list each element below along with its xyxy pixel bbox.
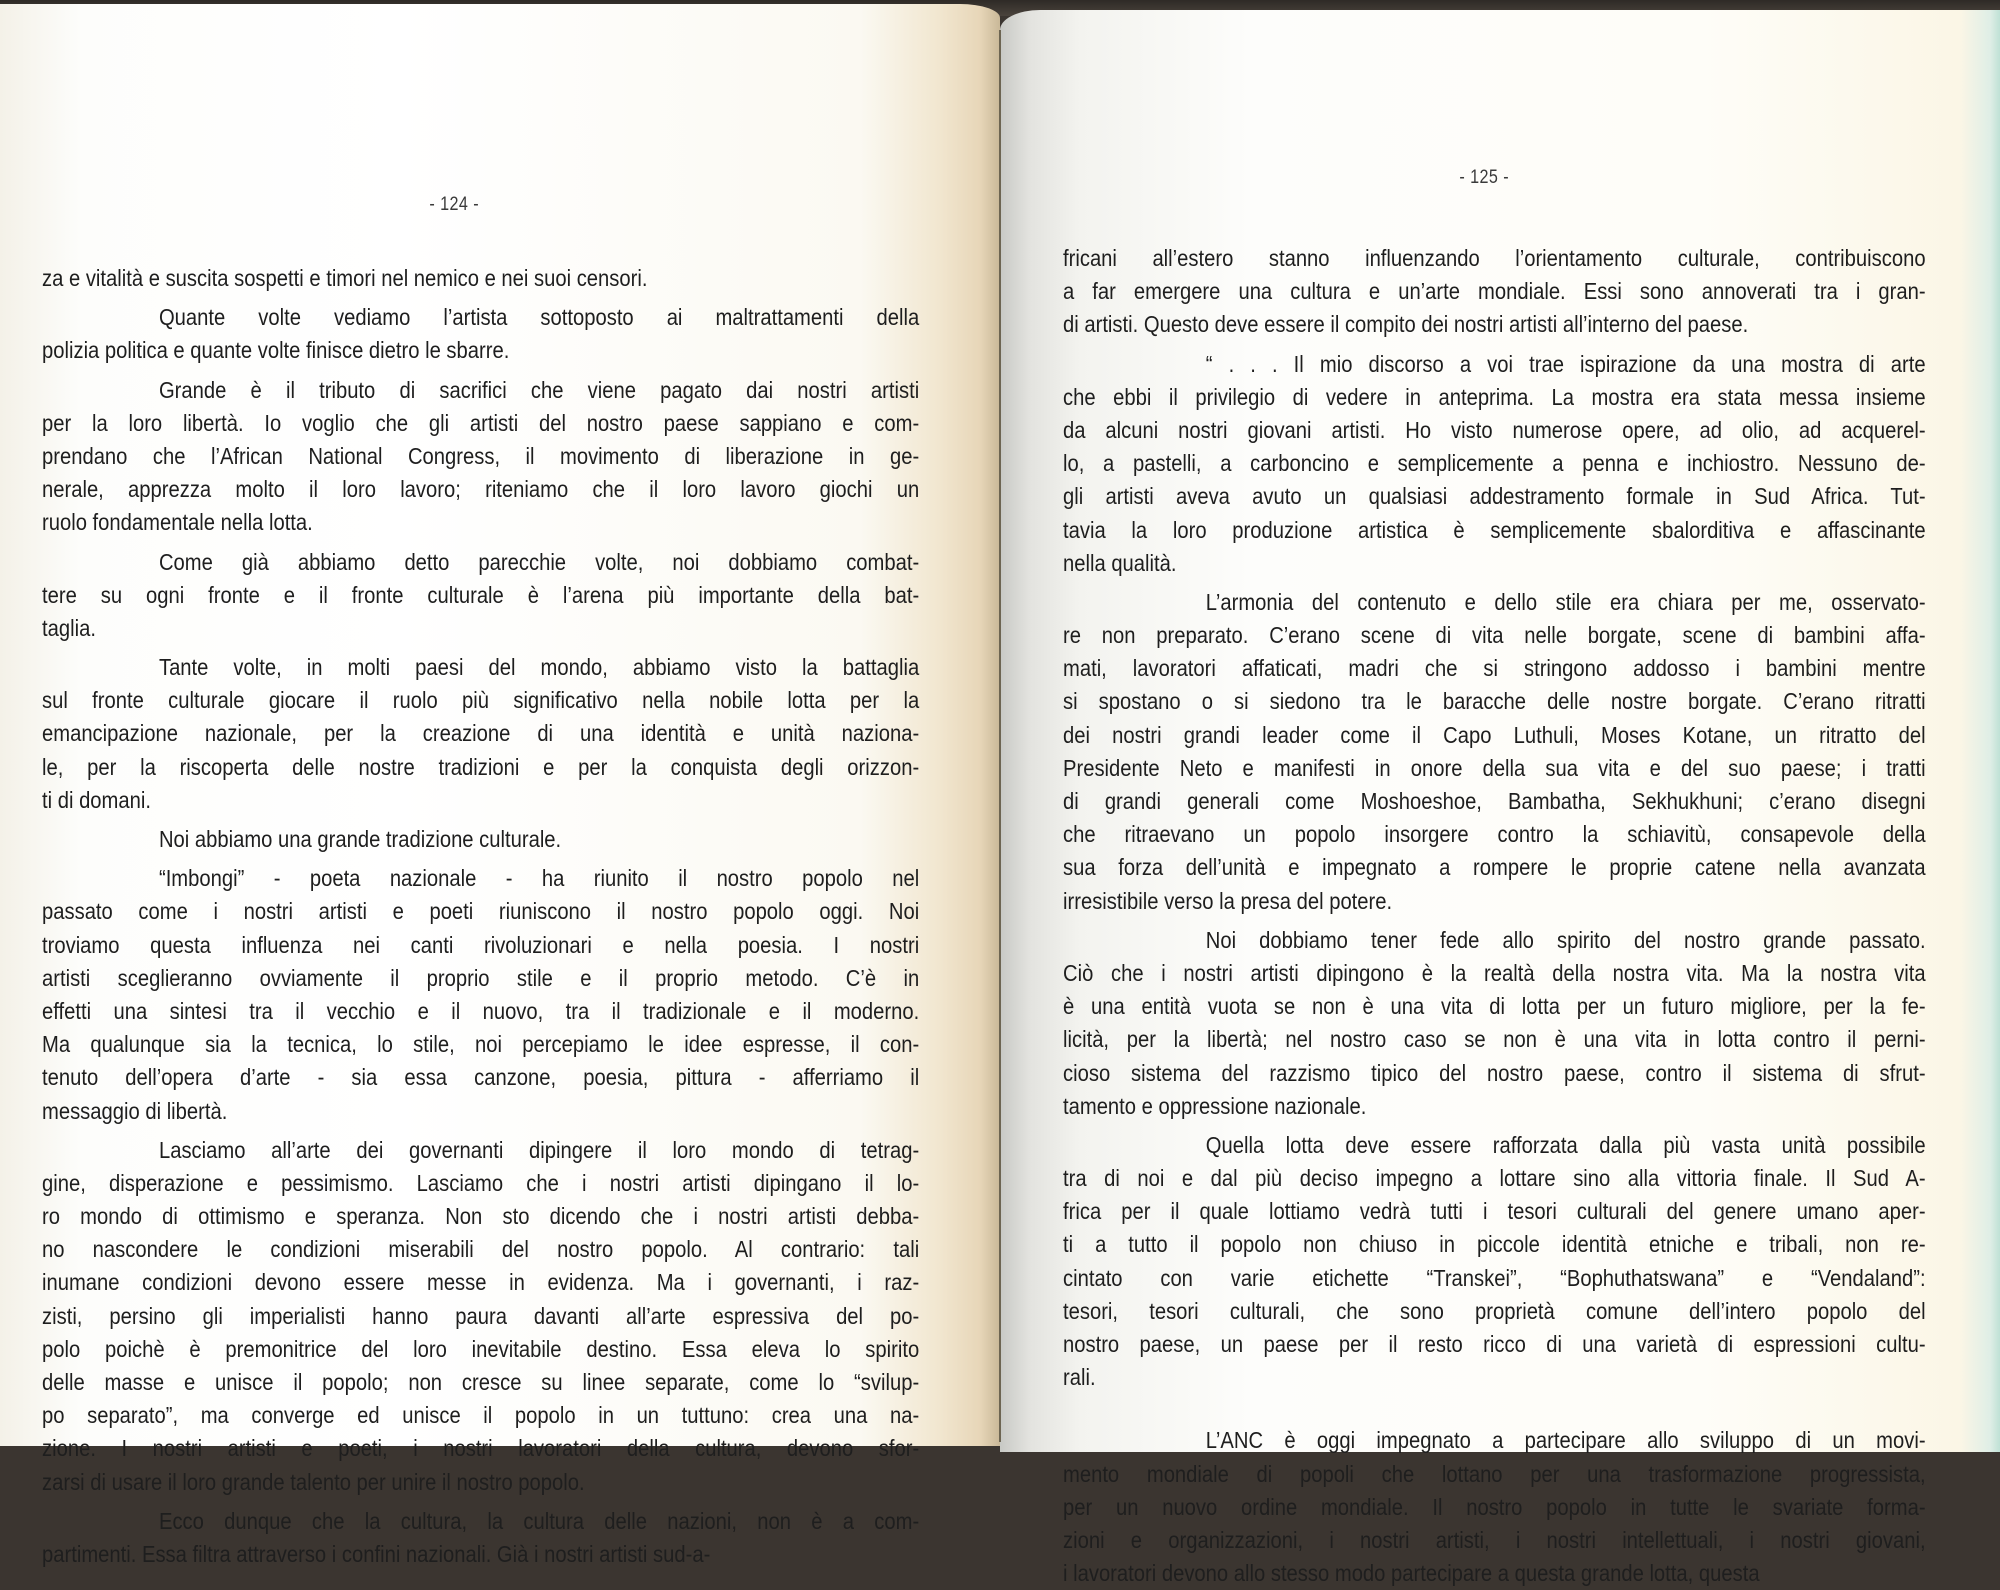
text-line: lo, a pastelli, a carboncino e semplicemente a penna e inchiostro. Nessuno de-	[1063, 450, 1926, 477]
paragraph	[42, 262, 919, 295]
text-line: tere su ogni fronte e il fronte culturale è l’arena più importante della bat-	[42, 581, 920, 608]
text-line: mento mondiale di popoli che lottano per una trasformazione progressista,	[1063, 1460, 1926, 1487]
text-line: le, per la riscoperta delle nostre tradizioni e per la conquista degli orizzon-	[42, 753, 920, 780]
paragraph-gap	[1063, 1394, 1926, 1424]
text-line: Quante volte vediamo l’artista sottoposto ai maltrattamenti della	[158, 304, 920, 331]
text-line: Ciò che i nostri artisti dipingono è la realtà della nostra vita. Ma la nostra vita	[1063, 959, 1926, 986]
paragraph	[42, 862, 919, 1128]
text-line: rali.	[1063, 1364, 1096, 1391]
text-line: gli artisti aveva avuto un qualsiasi addestramento formale in Sud Africa. Tut-	[1063, 483, 1926, 510]
right-page-text	[1063, 242, 1926, 1590]
text-line: po separato”, ma converge ed unisce il popolo in un tuttuno: crea una na-	[42, 1402, 920, 1429]
text-line: inumane condizioni devono essere messe in evidenza. Ma i governanti, i raz-	[42, 1269, 920, 1296]
book-spine	[999, 30, 1001, 1442]
text-line: tesori, tesori culturali, che sono proprietà comune dell’intero popolo del	[1063, 1297, 1926, 1324]
paragraph	[1063, 1129, 1926, 1395]
text-line: Lasciamo all’arte dei governanti dipingere il loro mondo di tetrag-	[158, 1136, 920, 1163]
text-line: “ . . . Il mio discorso a voi trae ispirazione da una mostra di arte	[1205, 350, 1926, 377]
text-line: L’armonia del contenuto e dello stile era chiara per me, osservato-	[1205, 588, 1926, 615]
text-line: Noi dobbiamo tener fede allo spirito del nostro grande passato.	[1205, 926, 1926, 953]
text-line: tra di noi e dal più deciso impegno a lottare sino alla vittoria finale. Il Sud A-	[1063, 1165, 1926, 1192]
paragraph	[42, 1505, 919, 1571]
text-line: di grandi generali come Moshoeshoe, Bambatha, Sekhukhuni; c’erano disegni	[1063, 788, 1926, 814]
paragraph	[42, 374, 919, 540]
text-line: è una entità vuota se non è una vita di lotta per un futuro migliore, per la fe-	[1063, 993, 1926, 1020]
text-line: tenuto dell’opera d’arte - sia essa canzone, poesia, pittura - afferriamo il	[42, 1064, 920, 1091]
paragraph	[1063, 242, 1926, 342]
paragraph	[42, 651, 919, 817]
text-line: taglia.	[42, 614, 96, 641]
page-number-left: - 124 -	[429, 194, 480, 215]
text-line: si spostano o si siedono tra le baracche delle nostre borgate. C’erano ritratti	[1063, 688, 1926, 715]
text-line: ro mondo di ottimismo e speranza. Non sto dicendo che i nostri artisti debba-	[42, 1203, 920, 1230]
text-line: no nascondere le condizioni miserabili del nostro popolo. Al contrario: tali	[42, 1236, 920, 1263]
text-line: Come già abbiamo detto parecchie volte, noi dobbiamo combat-	[158, 548, 920, 575]
text-line: irresistibile verso la presa del potere.	[1063, 887, 1393, 914]
text-line: Tante volte, in molti paesi del mondo, abbiamo visto la battaglia	[158, 654, 920, 681]
text-line: Quella lotta deve essere rafforzata dalla più vasta unità possibile	[1205, 1131, 1926, 1158]
paragraph	[1063, 348, 1926, 580]
text-line: ruolo fondamentale nella lotta.	[42, 509, 313, 536]
text-line: mati, lavoratori affaticati, madri che si stringono addosso i bambini mentre	[1063, 655, 1926, 682]
text-line: da alcuni nostri giovani artisti. Ho visto numerose opere, ad olio, ad acquerel-	[1063, 416, 1926, 443]
text-line: frica per il quale lottiamo vedrà tutti i tesori culturali del genere umano aper-	[1063, 1198, 1926, 1225]
text-line: ti a tutto il popolo non chiuso in piccole identità etniche e tribali, non re-	[1063, 1231, 1926, 1258]
text-line: dei nostri grandi leader come il Capo Luthuli, Moses Kotane, un ritratto del	[1063, 721, 1926, 748]
paragraph	[42, 546, 919, 646]
text-line: partimenti. Essa filtra attraverso i confini nazionali. Già i nostri artisti sud-a-	[42, 1540, 711, 1567]
text-line: polizia politica e quante volte finisce dietro le sbarre.	[42, 337, 510, 364]
text-line: licità, per la libertà; nel nostro caso se non è una vita in lotta contro il perni-	[1063, 1026, 1926, 1053]
text-line: sul fronte culturale giocare il ruolo più significativo nella nobile lotta per la	[42, 687, 920, 714]
text-line: delle masse e unisce il popolo; non cresce su linee separate, come lo “svilup-	[42, 1369, 920, 1395]
text-line: za e vitalità e suscita sospetti e timori nel nemico e nei suoi censori.	[42, 265, 648, 291]
text-line: i lavoratori devono allo stesso modo partecipare a questa grande lotta, questa	[1063, 1560, 1760, 1587]
text-line: nostro paese, un paese per il resto ricco di una varietà di espressioni cultu-	[1063, 1331, 1926, 1357]
text-line: zione. I nostri artisti e poeti, i nostri lavoratori della cultura, devono sfor-	[42, 1435, 920, 1462]
text-line: nerale, apprezza molto il loro lavoro; riteniamo che il loro lavoro giochi un	[42, 476, 920, 503]
text-line: messaggio di libertà.	[42, 1097, 228, 1124]
text-line: emancipazione nazionale, per la creazione di una identità e unità naziona-	[42, 720, 920, 747]
text-line: sua forza dell’unità e impegnato a rompere le proprie catene nella avanzata	[1063, 854, 1926, 881]
text-line: zisti, persino gli imperialisti hanno paura davanti all’arte espressiva del po-	[42, 1302, 920, 1329]
text-line: cioso sistema del razzismo tipico del nostro paese, contro il sistema di sfrut-	[1063, 1059, 1926, 1086]
text-line: Ma qualunque sia la tecnica, lo stile, noi percepiamo le idee espresse, il con-	[42, 1031, 920, 1058]
text-line: effetti una sintesi tra il vecchio e il nuovo, tra il tradizionale e il moderno.	[42, 997, 920, 1024]
page-number-right: - 125 -	[1459, 167, 1510, 188]
text-line: artisti sceglieranno ovviamente il proprio stile e il proprio metodo. C’è in	[42, 964, 920, 991]
right-page	[1000, 10, 2000, 1587]
text-line: a far emergere una cultura e un’arte mondiale. Essi sono annoverati tra i gran-	[1063, 278, 1926, 305]
paragraph	[1063, 586, 1926, 918]
text-line: ti di domani.	[42, 786, 151, 813]
text-line: Grande è il tributo di sacrifici che viene pagato dai nostri artisti	[158, 376, 920, 403]
left-page	[0, 4, 1000, 1567]
text-line: cintato con varie etichette “Transkei”, “Bophuthatswana” e “Vendaland”:	[1063, 1264, 1926, 1291]
text-line: tamento e oppressione nazionale.	[1063, 1092, 1367, 1119]
text-line: fricani all’estero stanno influenzando l’orientamento culturale, contribuiscono	[1063, 245, 1926, 271]
text-line: per la loro libertà. Io voglio che gli artisti del nostro paese sappiano e com-	[42, 409, 920, 436]
text-line: Ecco dunque che la cultura, la cultura delle nazioni, non è a com-	[158, 1507, 920, 1534]
text-line: polo poichè è premonitrice del loro inevitabile destino. Essa eleva lo spirito	[42, 1335, 920, 1362]
text-line: zioni e organizzazioni, i nostri artisti, i nostri intellettuali, i nostri giovani,	[1063, 1526, 1926, 1553]
paragraph	[42, 1134, 919, 1499]
text-line: troviamo questa influenza nei canti rivoluzionari e nella poesia. I nostri	[42, 931, 920, 958]
text-line: “Imbongi” - poeta nazionale - ha riunito il nostro popolo nel	[158, 865, 920, 892]
text-line: prendano che l’African National Congress, il movimento di liberazione in ge-	[42, 442, 920, 469]
paragraph	[42, 301, 919, 367]
text-line: Noi abbiamo una grande tradizione culturale.	[158, 826, 562, 852]
paragraph	[1063, 924, 1926, 1123]
text-line: di artisti. Questo deve essere il compito dei nostri artisti all’interno del paese.	[1063, 311, 1749, 338]
text-line: tavia la loro produzione artistica è semplicemente sbalorditiva e affascinante	[1063, 516, 1926, 543]
text-line: zarsi di usare il loro grande talento per unire il nostro popolo.	[42, 1468, 585, 1495]
left-page-text	[42, 262, 919, 1571]
text-line: nella qualità.	[1063, 549, 1177, 576]
text-line: che ebbi il privilegio di vedere in anteprima. La mostra era stata messa insieme	[1063, 383, 1926, 410]
paragraph	[1063, 1424, 1926, 1590]
text-line: gine, disperazione e pessimismo. Lasciamo che i nostri artisti dipingano il lo-	[42, 1169, 920, 1196]
text-line: che ritraevano un popolo insorgere contro la schiavitù, consapevole della	[1063, 821, 1926, 848]
text-line: passato come i nostri artisti e poeti riuniscono il nostro popolo oggi. Noi	[42, 898, 920, 925]
paragraph	[42, 823, 919, 856]
text-line: L’ANC è oggi impegnato a partecipare allo sviluppo di un movi-	[1205, 1427, 1926, 1454]
text-line: re non preparato. C’erano scene di vita nelle borgate, scene di bambini affa-	[1063, 622, 1926, 649]
text-line: per un nuovo ordine mondiale. Il nostro popolo in tutte le svariate forma-	[1063, 1493, 1926, 1520]
text-line: Presidente Neto e manifesti in onore della sua vita e del suo paese; i tratti	[1063, 754, 1926, 781]
